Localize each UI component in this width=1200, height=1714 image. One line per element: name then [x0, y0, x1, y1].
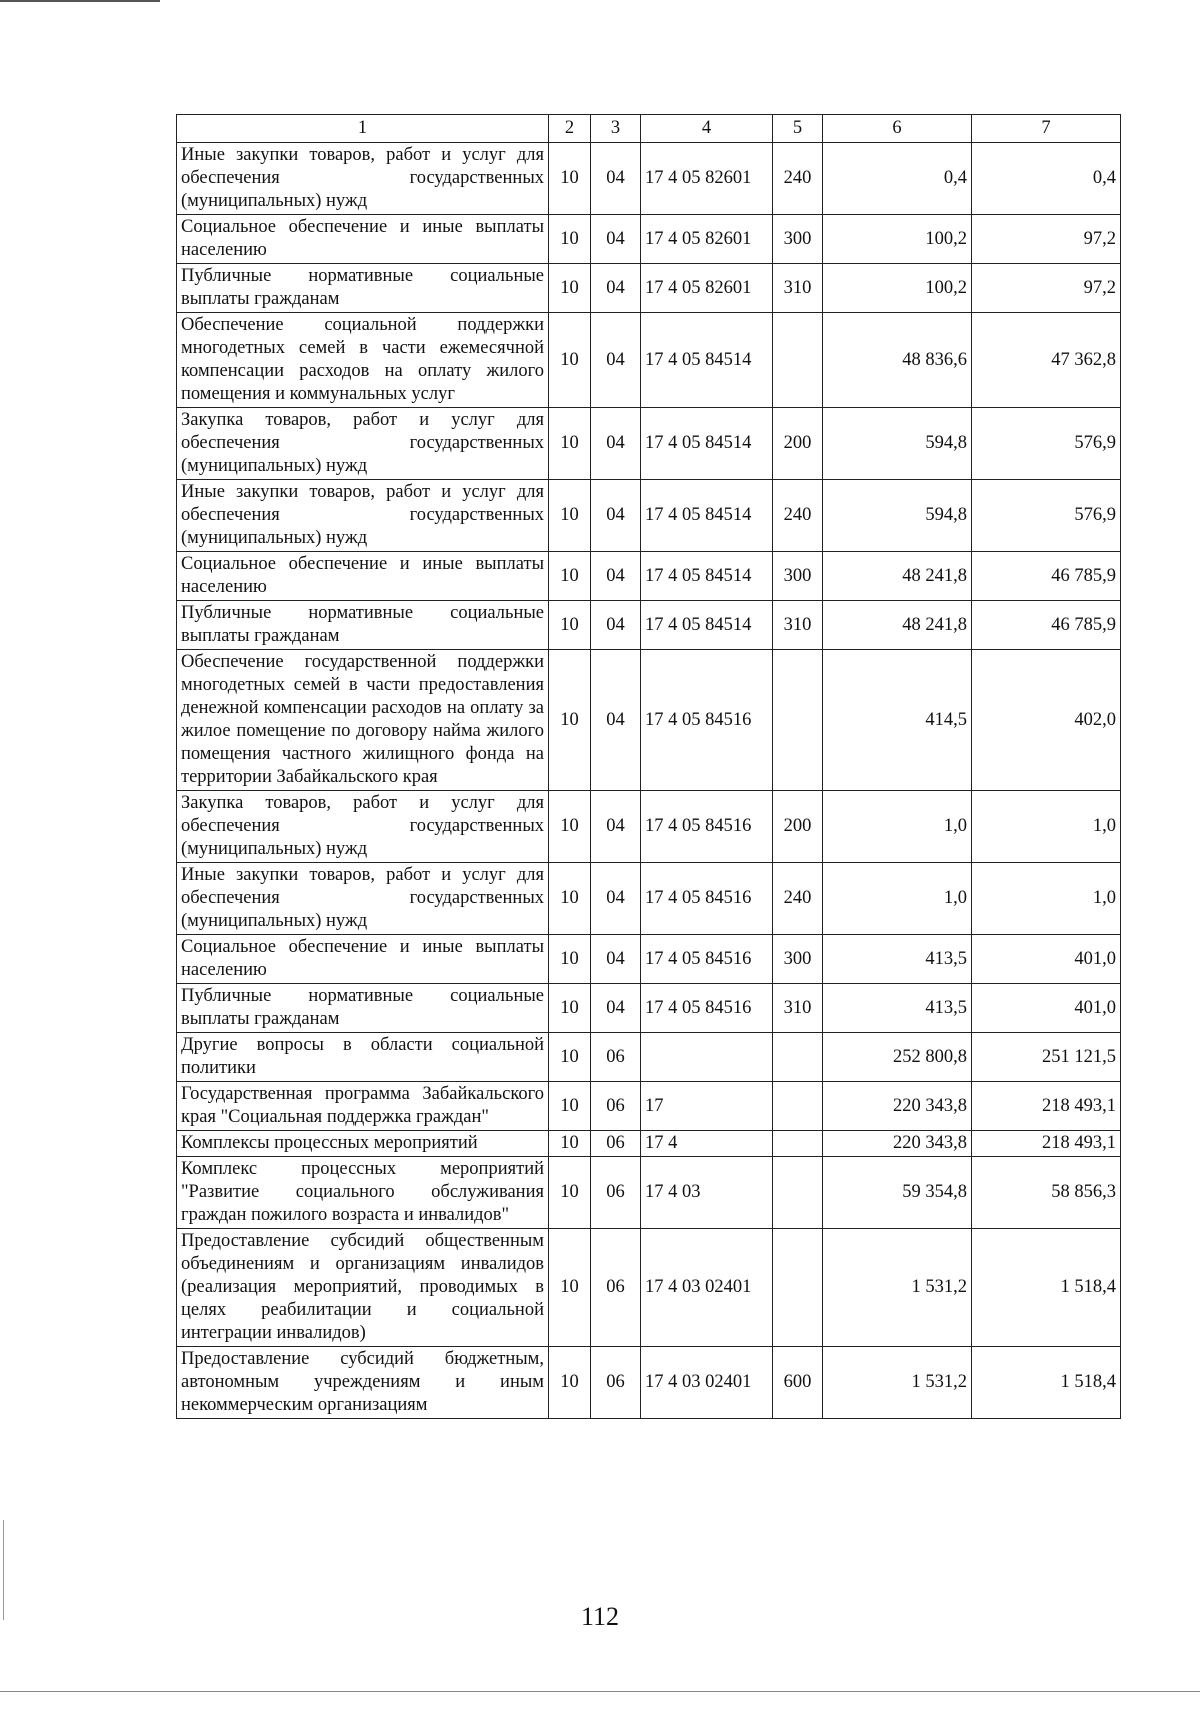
expense-type-cell: 310	[773, 601, 823, 650]
target-code-cell: 17 4 05 82601	[641, 215, 773, 264]
section-cell: 10	[549, 791, 591, 863]
amount-col7-cell: 576,9	[972, 408, 1121, 480]
amount-col7-cell: 401,0	[972, 935, 1121, 984]
section-cell: 10	[549, 935, 591, 984]
table-row	[177, 215, 1121, 264]
amount-col7-cell: 46 785,9	[972, 552, 1121, 601]
subsection-cell: 06	[591, 1082, 641, 1131]
row-name-cell: Социальное обеспечение и иные выплаты населению	[177, 935, 549, 984]
row-name-cell: Закупка товаров, работ и услуг для обеспечения государственных (муниципальных) нужд	[177, 408, 549, 480]
section-cell: 10	[549, 313, 591, 408]
target-code-cell: 17 4 05 84514	[641, 313, 773, 408]
section-cell: 10	[549, 143, 591, 215]
subsection-cell: 04	[591, 313, 641, 408]
amount-col7-cell: 1,0	[972, 791, 1121, 863]
amount-col7-cell: 0,4	[972, 143, 1121, 215]
expense-type-cell	[773, 650, 823, 791]
table-row	[177, 863, 1121, 935]
row-name-cell: Иные закупки товаров, работ и услуг для обеспечения государственных (муниципальных) нужд	[177, 143, 549, 215]
table-row	[177, 1082, 1121, 1131]
amount-col7-cell: 58 856,3	[972, 1157, 1121, 1229]
row-name-cell: Государственная программа Забайкальского края "Социальная поддержка граждан"	[177, 1082, 549, 1131]
amount-col7-cell: 218 493,1	[972, 1082, 1121, 1131]
table-row	[177, 650, 1121, 791]
amount-col6-cell: 0,4	[823, 143, 972, 215]
section-cell: 10	[549, 552, 591, 601]
amount-col7-cell: 97,2	[972, 215, 1121, 264]
subsection-cell: 04	[591, 601, 641, 650]
expense-type-cell: 200	[773, 408, 823, 480]
section-cell: 10	[549, 1157, 591, 1229]
table-row	[177, 552, 1121, 601]
target-code-cell: 17 4 05 84514	[641, 601, 773, 650]
table-row	[177, 1033, 1121, 1082]
table-row	[177, 480, 1121, 552]
amount-col6-cell: 100,2	[823, 264, 972, 313]
subsection-cell: 06	[591, 1229, 641, 1347]
scan-edge-top	[0, 0, 160, 2]
section-cell: 10	[549, 1082, 591, 1131]
section-cell: 10	[549, 863, 591, 935]
table-row	[177, 1347, 1121, 1419]
row-name-cell: Обеспечение государственной поддержки многодетных семей в части предоставления денежной компенсации расходов на оплату за жилое помещение по договору найма жилого помещения частного жилищного фонда на территории Забайкальского края	[177, 650, 549, 791]
row-name-cell: Предоставление субсидий бюджетным, автономным учреждениям и иным некоммерческим организациям	[177, 1347, 549, 1419]
amount-col7-cell: 47 362,8	[972, 313, 1121, 408]
row-name-cell: Иные закупки товаров, работ и услуг для обеспечения государственных (муниципальных) нужд	[177, 863, 549, 935]
table-row	[177, 1131, 1121, 1157]
amount-col6-cell: 1,0	[823, 863, 972, 935]
target-code-cell: 17 4 03 02401	[641, 1229, 773, 1347]
header-cell: 7	[972, 115, 1121, 143]
row-name-cell: Комплексы процессных мероприятий	[177, 1131, 549, 1157]
expense-type-cell: 240	[773, 143, 823, 215]
amount-col6-cell: 1 531,2	[823, 1229, 972, 1347]
page-number: 112	[580, 1602, 620, 1631]
table-row	[177, 408, 1121, 480]
amount-col7-cell: 1 518,4	[972, 1347, 1121, 1419]
expense-type-cell	[773, 1082, 823, 1131]
target-code-cell: 17 4 05 82601	[641, 143, 773, 215]
target-code-cell	[641, 1033, 773, 1082]
amount-col6-cell: 220 343,8	[823, 1082, 972, 1131]
amount-col6-cell: 594,8	[823, 480, 972, 552]
target-code-cell: 17 4 05 82601	[641, 264, 773, 313]
target-code-cell: 17 4	[641, 1131, 773, 1157]
amount-col6-cell: 1,0	[823, 791, 972, 863]
subsection-cell: 04	[591, 935, 641, 984]
table-row	[177, 935, 1121, 984]
expense-type-cell	[773, 1157, 823, 1229]
target-code-cell: 17 4 05 84514	[641, 552, 773, 601]
expense-type-cell	[773, 1131, 823, 1157]
section-cell: 10	[549, 1229, 591, 1347]
subsection-cell: 04	[591, 215, 641, 264]
subsection-cell: 04	[591, 408, 641, 480]
expense-type-cell: 310	[773, 984, 823, 1033]
target-code-cell: 17 4 05 84516	[641, 863, 773, 935]
expense-type-cell: 300	[773, 215, 823, 264]
row-name-cell: Публичные нормативные социальные выплаты гражданам	[177, 264, 549, 313]
subsection-cell: 06	[591, 1347, 641, 1419]
target-code-cell: 17 4 03 02401	[641, 1347, 773, 1419]
section-cell: 10	[549, 601, 591, 650]
subsection-cell: 06	[591, 1131, 641, 1157]
table-row	[177, 313, 1121, 408]
subsection-cell: 04	[591, 480, 641, 552]
table-row	[177, 264, 1121, 313]
subsection-cell: 04	[591, 863, 641, 935]
subsection-cell: 04	[591, 791, 641, 863]
subsection-cell: 04	[591, 552, 641, 601]
amount-col6-cell: 1 531,2	[823, 1347, 972, 1419]
header-cell: 5	[773, 115, 823, 143]
amount-col6-cell: 220 343,8	[823, 1131, 972, 1157]
header-cell: 1	[177, 115, 549, 143]
expense-type-cell: 310	[773, 264, 823, 313]
expense-type-cell: 240	[773, 863, 823, 935]
expense-type-cell	[773, 1229, 823, 1347]
amount-col7-cell: 251 121,5	[972, 1033, 1121, 1082]
section-cell: 10	[549, 984, 591, 1033]
target-code-cell: 17 4 05 84514	[641, 480, 773, 552]
target-code-cell: 17 4 05 84516	[641, 984, 773, 1033]
row-name-cell: Другие вопросы в области социальной политики	[177, 1033, 549, 1082]
section-cell: 10	[549, 408, 591, 480]
expense-type-cell	[773, 1033, 823, 1082]
header-cell: 6	[823, 115, 972, 143]
expense-type-cell: 200	[773, 791, 823, 863]
amount-col6-cell: 48 836,6	[823, 313, 972, 408]
section-cell: 10	[549, 1131, 591, 1157]
amount-col7-cell: 46 785,9	[972, 601, 1121, 650]
target-code-cell: 17 4 03	[641, 1157, 773, 1229]
subsection-cell: 06	[591, 1033, 641, 1082]
section-cell: 10	[549, 264, 591, 313]
amount-col6-cell: 48 241,8	[823, 601, 972, 650]
table-row	[177, 791, 1121, 863]
budget-table	[176, 114, 1121, 1419]
table-row	[177, 984, 1121, 1033]
amount-col6-cell: 59 354,8	[823, 1157, 972, 1229]
row-name-cell: Социальное обеспечение и иные выплаты населению	[177, 552, 549, 601]
table-row	[177, 143, 1121, 215]
table-row	[177, 1157, 1121, 1229]
target-code-cell: 17	[641, 1082, 773, 1131]
amount-col6-cell: 48 241,8	[823, 552, 972, 601]
target-code-cell: 17 4 05 84516	[641, 935, 773, 984]
amount-col6-cell: 413,5	[823, 935, 972, 984]
amount-col6-cell: 413,5	[823, 984, 972, 1033]
expense-type-cell	[773, 313, 823, 408]
subsection-cell: 04	[591, 984, 641, 1033]
row-name-cell: Предоставление субсидий общественным объединениям и организациям инвалидов (реализация мероприятий, проводимых в целях реабилитации и социальной интеграции инвалидов)	[177, 1229, 549, 1347]
row-name-cell: Публичные нормативные социальные выплаты гражданам	[177, 984, 549, 1033]
row-name-cell: Закупка товаров, работ и услуг для обеспечения государственных (муниципальных) нужд	[177, 791, 549, 863]
amount-col6-cell: 594,8	[823, 408, 972, 480]
header-cell: 2	[549, 115, 591, 143]
section-cell: 10	[549, 215, 591, 264]
table-row	[177, 1229, 1121, 1347]
table-header-row	[177, 115, 1121, 143]
table-row	[177, 601, 1121, 650]
amount-col7-cell: 97,2	[972, 264, 1121, 313]
amount-col7-cell: 218 493,1	[972, 1131, 1121, 1157]
subsection-cell: 04	[591, 143, 641, 215]
expense-type-cell: 600	[773, 1347, 823, 1419]
amount-col7-cell: 1,0	[972, 863, 1121, 935]
subsection-cell: 06	[591, 1157, 641, 1229]
expense-type-cell: 240	[773, 480, 823, 552]
section-cell: 10	[549, 650, 591, 791]
expense-type-cell: 300	[773, 935, 823, 984]
amount-col7-cell: 576,9	[972, 480, 1121, 552]
row-name-cell: Иные закупки товаров, работ и услуг для обеспечения государственных (муниципальных) нужд	[177, 480, 549, 552]
amount-col6-cell: 100,2	[823, 215, 972, 264]
row-name-cell: Обеспечение социальной поддержки многодетных семей в части ежемесячной компенсации расходов на оплату жилого помещения и коммунальных услуг	[177, 313, 549, 408]
target-code-cell: 17 4 05 84514	[641, 408, 773, 480]
section-cell: 10	[549, 480, 591, 552]
amount-col6-cell: 252 800,8	[823, 1033, 972, 1082]
subsection-cell: 04	[591, 650, 641, 791]
row-name-cell: Комплекс процессных мероприятий "Развитие социального обслуживания граждан пожилого возраста и инвалидов"	[177, 1157, 549, 1229]
subsection-cell: 04	[591, 264, 641, 313]
scan-edge-bottom	[0, 1691, 1200, 1692]
header-cell: 4	[641, 115, 773, 143]
row-name-cell: Публичные нормативные социальные выплаты гражданам	[177, 601, 549, 650]
amount-col7-cell: 401,0	[972, 984, 1121, 1033]
header-cell: 3	[591, 115, 641, 143]
target-code-cell: 17 4 05 84516	[641, 791, 773, 863]
section-cell: 10	[549, 1033, 591, 1082]
section-cell: 10	[549, 1347, 591, 1419]
row-name-cell: Социальное обеспечение и иные выплаты населению	[177, 215, 549, 264]
target-code-cell: 17 4 05 84516	[641, 650, 773, 791]
expense-type-cell: 300	[773, 552, 823, 601]
amount-col7-cell: 1 518,4	[972, 1229, 1121, 1347]
amount-col6-cell: 414,5	[823, 650, 972, 791]
amount-col7-cell: 402,0	[972, 650, 1121, 791]
